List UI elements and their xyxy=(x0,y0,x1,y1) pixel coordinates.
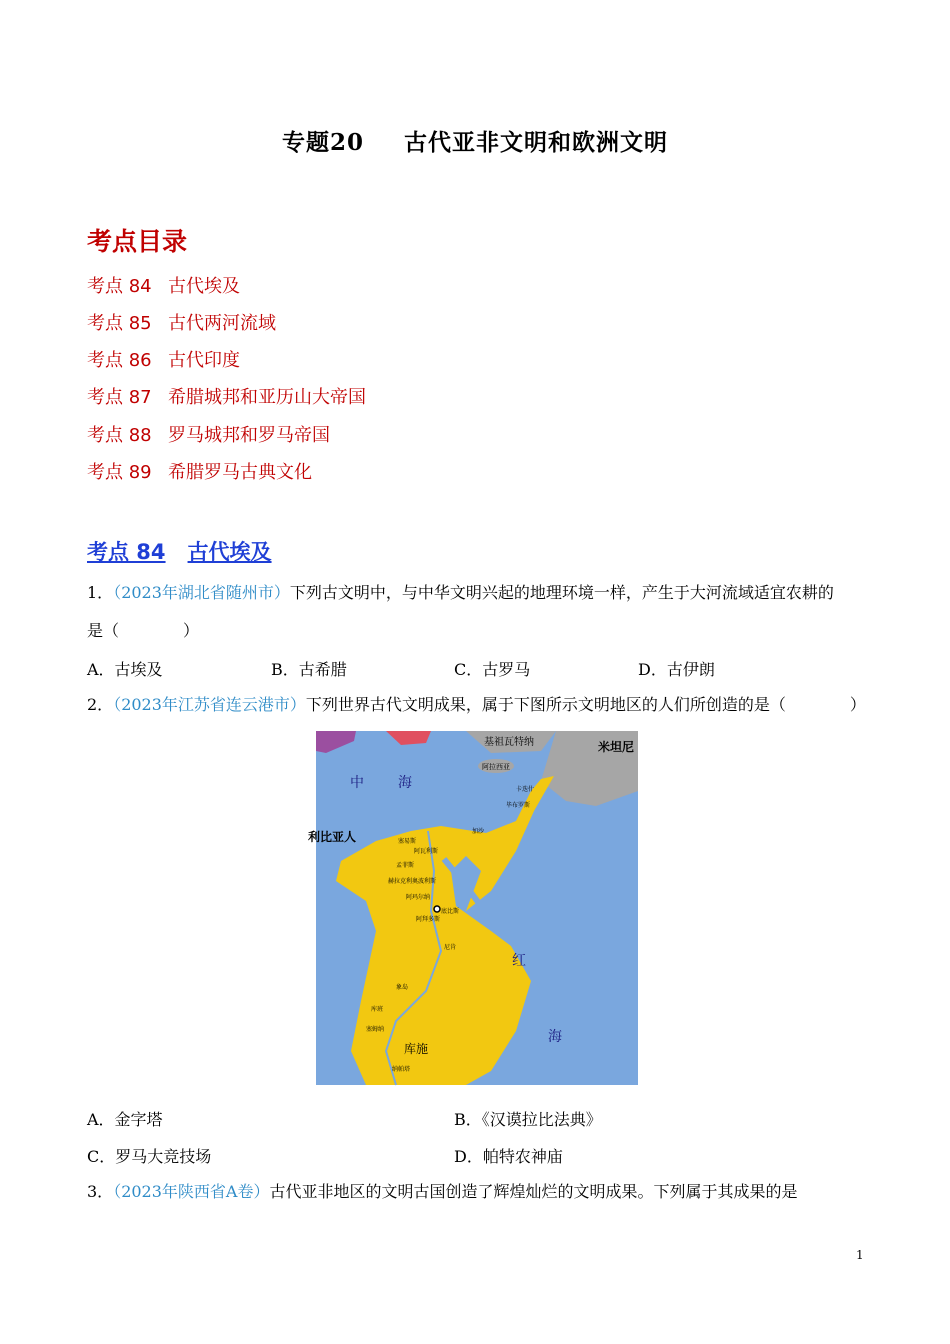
question-source: （2023年江苏省连云港市） xyxy=(113,695,306,714)
title-topic: 专题20 xyxy=(281,129,364,156)
svg-text:海: 海 xyxy=(398,775,412,791)
svg-text:库班: 库班 xyxy=(371,1006,384,1013)
svg-text:底比斯: 底比斯 xyxy=(441,908,460,915)
question-3: 3．（2023年陕西省A卷）古代亚非地区的文明古国创造了辉煌灿烂的文明成果。下列属于其成果的是 xyxy=(87,1182,798,1201)
question-1: 1．（2023年湖北省随州市）下列古文明中，与中华文明兴起的地理环境一样，产生于大河流域适宜农耕的 是（ ） xyxy=(87,583,834,640)
svg-text:塞易斯: 塞易斯 xyxy=(398,838,417,845)
svg-text:卡迭什: 卡迭什 xyxy=(516,786,535,793)
svg-text:阿拉西亚: 阿拉西亚 xyxy=(482,763,510,771)
page-title xyxy=(0,124,950,157)
option-a[interactable]: A．古埃及 xyxy=(87,660,163,679)
option-a[interactable]: A．金字塔 xyxy=(87,1110,163,1129)
question-source: （2023年陕西省A卷） xyxy=(113,1182,270,1201)
option-b[interactable]: B．《汉谟拉比法典》 xyxy=(454,1110,602,1129)
svg-text:阿拜多斯: 阿拜多斯 xyxy=(416,916,441,923)
svg-text:尼肯: 尼肯 xyxy=(444,944,457,951)
toc-item[interactable]: 考点 86 古代印度 xyxy=(87,350,240,371)
page-number: 1 xyxy=(856,1248,864,1262)
option-b[interactable]: B．古希腊 xyxy=(271,660,347,679)
svg-text:象岛: 象岛 xyxy=(396,984,409,991)
svg-text:塞姆纳: 塞姆纳 xyxy=(366,1026,385,1033)
svg-text:阿瓦利斯: 阿瓦利斯 xyxy=(414,848,439,855)
toc-item[interactable]: 考点 88 罗马城邦和罗马帝国 xyxy=(87,425,330,446)
svg-text:中: 中 xyxy=(350,775,364,791)
question-source: （2023年湖北省随州市） xyxy=(113,583,290,602)
svg-text:毕布罗斯: 毕布罗斯 xyxy=(506,802,531,809)
svg-text:米坦尼: 米坦尼 xyxy=(598,740,635,754)
question-2: 2．（2023年江苏省连云港市）下列世界古代文明成果，属于下图所示文明地区的人们所创造的是（ ） xyxy=(87,695,866,714)
toc-item[interactable]: 考点 85 古代两河流域 xyxy=(87,313,276,334)
option-c[interactable]: C．罗马大竞技场 xyxy=(87,1147,212,1166)
ancient-egypt-map xyxy=(308,731,638,1085)
option-d[interactable]: D．古伊朗 xyxy=(638,660,715,679)
option-c[interactable]: C．古罗马 xyxy=(454,660,531,679)
svg-text:利比亚人: 利比亚人 xyxy=(308,830,357,844)
svg-text:纳帕塔: 纳帕塔 xyxy=(392,1066,411,1073)
toc-item[interactable]: 考点 84 古代埃及 xyxy=(87,276,240,297)
svg-text:加沙: 加沙 xyxy=(472,828,485,835)
svg-text:孟菲斯: 孟菲斯 xyxy=(396,862,415,869)
svg-text:赫拉克利奥波利斯: 赫拉克利奥波利斯 xyxy=(388,878,437,885)
option-d[interactable]: D．帕特农神庙 xyxy=(454,1147,563,1166)
toc-item[interactable]: 考点 87 希腊城邦和亚历山大帝国 xyxy=(87,387,366,408)
svg-text:库施: 库施 xyxy=(404,1042,429,1056)
toc-item[interactable]: 考点 89 希腊罗马古典文化 xyxy=(87,462,312,483)
svg-text:红: 红 xyxy=(512,953,526,969)
svg-text:海: 海 xyxy=(548,1029,562,1045)
title-name: 古代亚非文明和欧洲文明 xyxy=(404,129,668,156)
svg-text:基祖瓦特纳: 基祖瓦特纳 xyxy=(484,737,534,748)
svg-text:阿玛尔纳: 阿玛尔纳 xyxy=(406,894,431,901)
section-heading[interactable]: 考点 84 古代埃及 xyxy=(87,540,272,564)
thebes-marker xyxy=(434,906,440,912)
toc-heading: 考点目录 xyxy=(87,227,188,256)
